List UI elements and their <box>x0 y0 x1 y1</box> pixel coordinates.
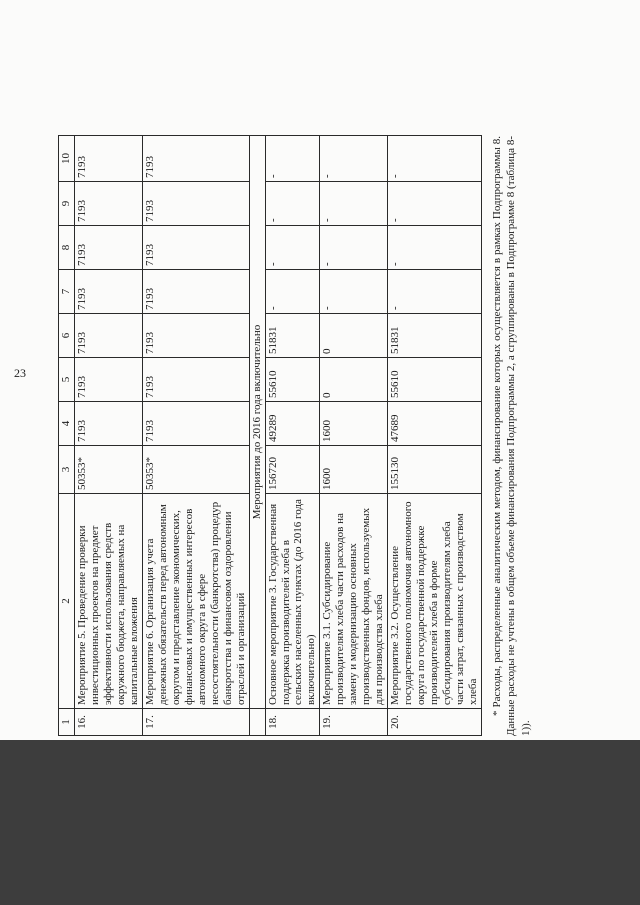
value-cell: - <box>388 182 482 226</box>
value-cell: 7193 <box>142 402 249 446</box>
row-description: Основное мероприятие 3. Государственная поддержка производителей хлеба в сельских населенных пунктах (до 2016 года включительно) <box>265 494 320 709</box>
footnote: * Расходы, распределенные аналитическим методом, финансирование которых осуществляется в рамках Подпрограммы 8. Данные расходы не учтены в общем объеме финансирования Подпрограммы 2, а сгруппированы в Подпрограмме 8 (таблица 8-1)). <box>491 136 532 736</box>
table-row <box>388 136 482 736</box>
page-number: 23 <box>14 366 26 380</box>
header-cell: 9 <box>59 182 75 226</box>
value-cell: 7193 <box>142 358 249 402</box>
value-cell: 47689 <box>388 402 482 446</box>
header-row <box>59 136 75 736</box>
table-row <box>74 136 142 736</box>
value-cell: 51831 <box>265 314 320 358</box>
value-cell: - <box>265 226 320 270</box>
value-cell: - <box>320 270 388 314</box>
value-cell: 7193 <box>74 314 142 358</box>
header-cell: 4 <box>59 402 75 446</box>
table-row <box>320 136 388 736</box>
value-cell: 50353* <box>74 446 142 494</box>
row-number: 20. <box>388 709 482 736</box>
value-cell: 7193 <box>74 270 142 314</box>
value-cell: 7193 <box>142 226 249 270</box>
value-cell: 7193 <box>74 358 142 402</box>
table-row <box>142 136 249 736</box>
value-cell: 49289 <box>265 402 320 446</box>
header-cell: 5 <box>59 358 75 402</box>
header-cell: 8 <box>59 226 75 270</box>
value-cell: 7193 <box>74 182 142 226</box>
value-cell: - <box>320 136 388 182</box>
value-cell: - <box>320 226 388 270</box>
header-cell: 10 <box>59 136 75 182</box>
row-description: Мероприятие 3.2. Осуществление государственного полномочия автономного округа по государственной поддержке производителей хлеба в форме субсидирования производителям хлеба части затрат, связанных с производством хлеба <box>388 494 482 709</box>
row-number: 17. <box>142 709 249 736</box>
value-cell: 1600 <box>320 402 388 446</box>
value-cell: 7193 <box>142 136 249 182</box>
value-cell: 7193 <box>142 270 249 314</box>
value-cell: - <box>388 270 482 314</box>
value-cell: 7193 <box>142 182 249 226</box>
value-cell: 7193 <box>74 136 142 182</box>
header-cell: 3 <box>59 446 75 494</box>
value-cell: - <box>265 270 320 314</box>
value-cell: 55610 <box>265 358 320 402</box>
rotated-content <box>58 6 582 736</box>
value-cell: - <box>320 182 388 226</box>
header-cell: 2 <box>59 494 75 709</box>
value-cell: 50353* <box>142 446 249 494</box>
value-cell: - <box>265 136 320 182</box>
value-cell: 1600 <box>320 446 388 494</box>
section-row <box>249 136 265 736</box>
value-cell: 7193 <box>74 226 142 270</box>
section-title: Мероприятия до 2016 года включительно <box>249 136 265 709</box>
row-description: Мероприятие 5. Проведение проверки инвестиционных проектов на предмет эффективности использования средств окружного бюджета, направляемых на капитальные вложения <box>74 494 142 709</box>
row-number: 19. <box>320 709 388 736</box>
table-row <box>265 136 320 736</box>
value-cell: 0 <box>320 358 388 402</box>
value-cell: - <box>388 226 482 270</box>
section-spacer <box>249 709 265 736</box>
value-cell: - <box>388 136 482 182</box>
value-cell: - <box>265 182 320 226</box>
value-cell: 155130 <box>388 446 482 494</box>
row-description: Мероприятие 6. Организация учета денежных обязательств перед автономным округом и представление экономических, финансовых и имущественных интересов автономного округа в сфере несостоятельности (банкротства) процедур банкротства и финансовом оздоровлении отраслей и организаций <box>142 494 249 709</box>
value-cell: 156720 <box>265 446 320 494</box>
row-number: 16. <box>74 709 142 736</box>
header-cell: 1 <box>59 709 75 736</box>
value-cell: 0 <box>320 314 388 358</box>
value-cell: 7193 <box>74 402 142 446</box>
row-number: 18. <box>265 709 320 736</box>
financing-table <box>58 135 482 736</box>
header-cell: 6 <box>59 314 75 358</box>
header-cell: 7 <box>59 270 75 314</box>
value-cell: 55610 <box>388 358 482 402</box>
row-description: Мероприятие 3.1. Субсидирование производителям хлеба части расходов на замену и модернизацию основных производственных фондов, используемых для производства хлеба <box>320 494 388 709</box>
value-cell: 7193 <box>142 314 249 358</box>
value-cell: 51831 <box>388 314 482 358</box>
